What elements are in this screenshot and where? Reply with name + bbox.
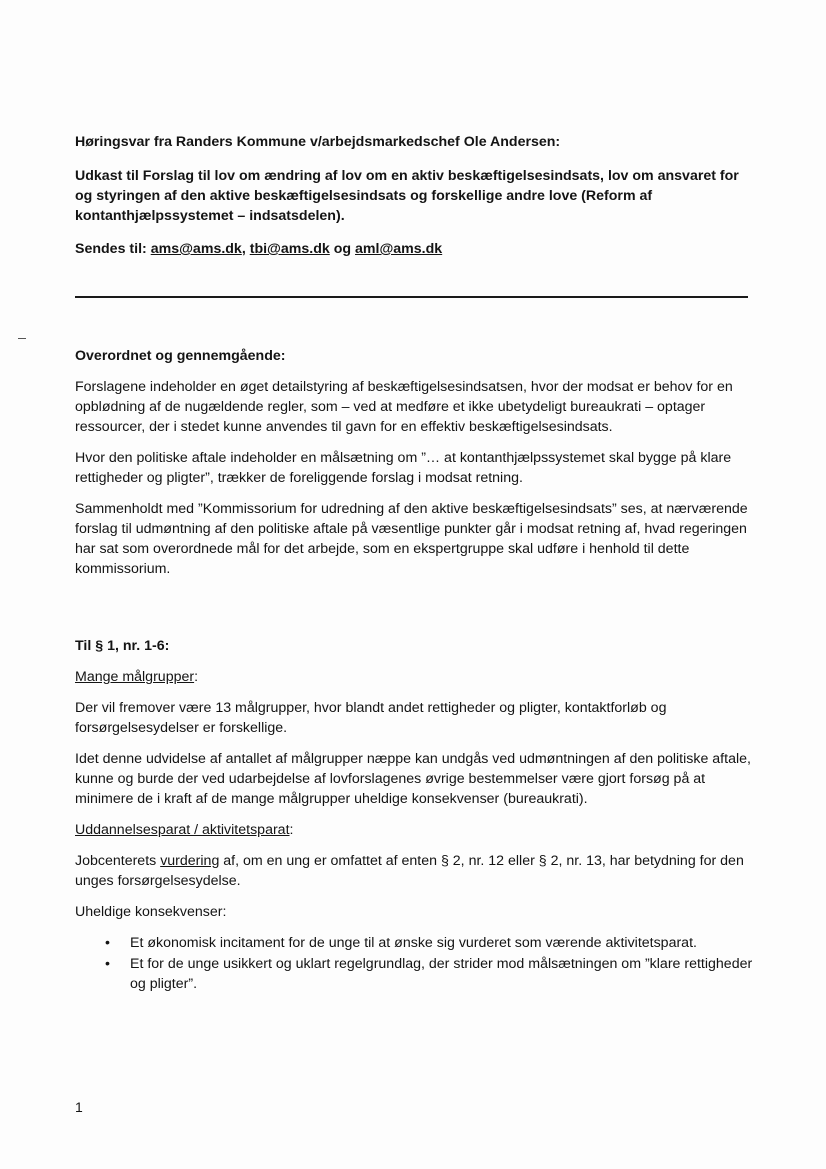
paragraph-text: Jobcenterets — [75, 853, 161, 869]
paragraph: Idet denne udvidelse af antallet af målgrupper næppe kan undgås ved udmøntningen af den politiske aftale, kunne og burde der ved udarbejdelse af lovforslagenes øvrige bestemmelser være gjort forsøg på at minimere de i kraft af de mange målgrupper uheldige konsekvenser (bureaukrati). — [75, 751, 751, 807]
section-overall — [75, 346, 755, 590]
section-heading: Til § 1, nr. 1-6: — [75, 638, 170, 654]
horizontal-divider — [75, 296, 748, 298]
subheading-text: Uddannelsesparat / aktivitetsparat — [75, 822, 290, 838]
response-title: Høringsvar fra Randers Kommune v/arbejdsmarkedschef Ole Andersen: — [75, 134, 561, 150]
subheading-colon: : — [289, 822, 294, 838]
subheading-readiness — [75, 820, 755, 840]
send-to-label: Sendes til: — [75, 241, 147, 257]
email-separator: og — [329, 241, 355, 257]
paragraph: Der vil fremover være 13 målgrupper, hvor blandt andet rettigheder og pligter, kontaktforløb og forsørgelsesydelser er forskellige. — [75, 700, 667, 736]
list-item — [75, 933, 755, 953]
subheading-colon: : — [194, 669, 199, 685]
list-item — [75, 954, 755, 994]
paragraph: Forslagene indeholder en øget detailstyring af beskæftigelsesindsatsen, hvor der modsat er behov for en opblødning af de nugældende regler, som – ved at medføre et ikke ubetydeligt bureaukrati – optager ressourcer, der i stedet kunne anvendes til gavn for en effektiv beskæftigelsesindsats. — [75, 379, 733, 435]
send-to-line — [75, 239, 755, 259]
paragraph-text: af, om en ung er omfattet af enten § 2, nr. 12 eller § 2, nr. 13, har betydning for den unges forsørgelsesydelse. — [75, 853, 744, 889]
list-item-text: Et for de unge usikkert og uklart regelgrundlag, der strider mod målsætningen om ”klare rettigheder og pligter”. — [130, 956, 753, 992]
consequences-list — [75, 933, 755, 994]
email-link-tbi[interactable]: tbi@ams.dk — [249, 241, 330, 257]
subheading-text: Mange målgrupper — [75, 669, 195, 685]
email-separator: , — [241, 241, 250, 257]
paragraph: Sammenholdt med ”Kommissorium for udredning af den aktive beskæftigelsesindsats” ses, at nærværende forslag til udmøntning af den politiske aftale på væsentlige punkter går i modsat retning af, hvad regeringen har sat som overordnede mål for det arbejde, som en ekspertgruppe skal udføre i henhold til dette kommissorium. — [75, 501, 748, 577]
paragraph: Hvor den politiske aftale indeholder en målsætning om ”… at kontanthjælpssystemet skal bygge på klare rettigheder og pligter”, trækker de foreliggende forslag i modsat retning. — [75, 450, 732, 486]
section-heading: Overordnet og gennemgående: — [75, 348, 286, 364]
section-paragraph-1 — [75, 636, 755, 995]
underlined-word: vurdering — [160, 853, 220, 869]
paragraph — [75, 851, 755, 891]
email-link-ams[interactable]: ams@ams.dk — [150, 241, 242, 257]
bullet-icon: • — [105, 956, 110, 972]
page-number: 1 — [75, 1099, 83, 1115]
margin-mark — [18, 338, 26, 339]
subheading-target-groups — [75, 667, 755, 687]
bullet-icon: • — [105, 935, 110, 951]
email-link-aml[interactable]: aml@ams.dk — [355, 241, 443, 257]
consequences-label: Uheldige konsekvenser: — [75, 904, 227, 920]
list-item-text: Et økonomisk incitament for de unge til at ønske sig vurderet som værende aktivitetsparat. — [130, 935, 697, 951]
bill-subject: Udkast til Forslag til lov om ændring af lov om en aktiv beskæftigelsesindsats, lov om ansvaret for og styringen af den aktive beskæftigelsesindsats og forskellige andre love (Reform af kontanthjælpssystemet – indsatsdelen). — [75, 168, 739, 224]
document-header — [75, 132, 755, 259]
